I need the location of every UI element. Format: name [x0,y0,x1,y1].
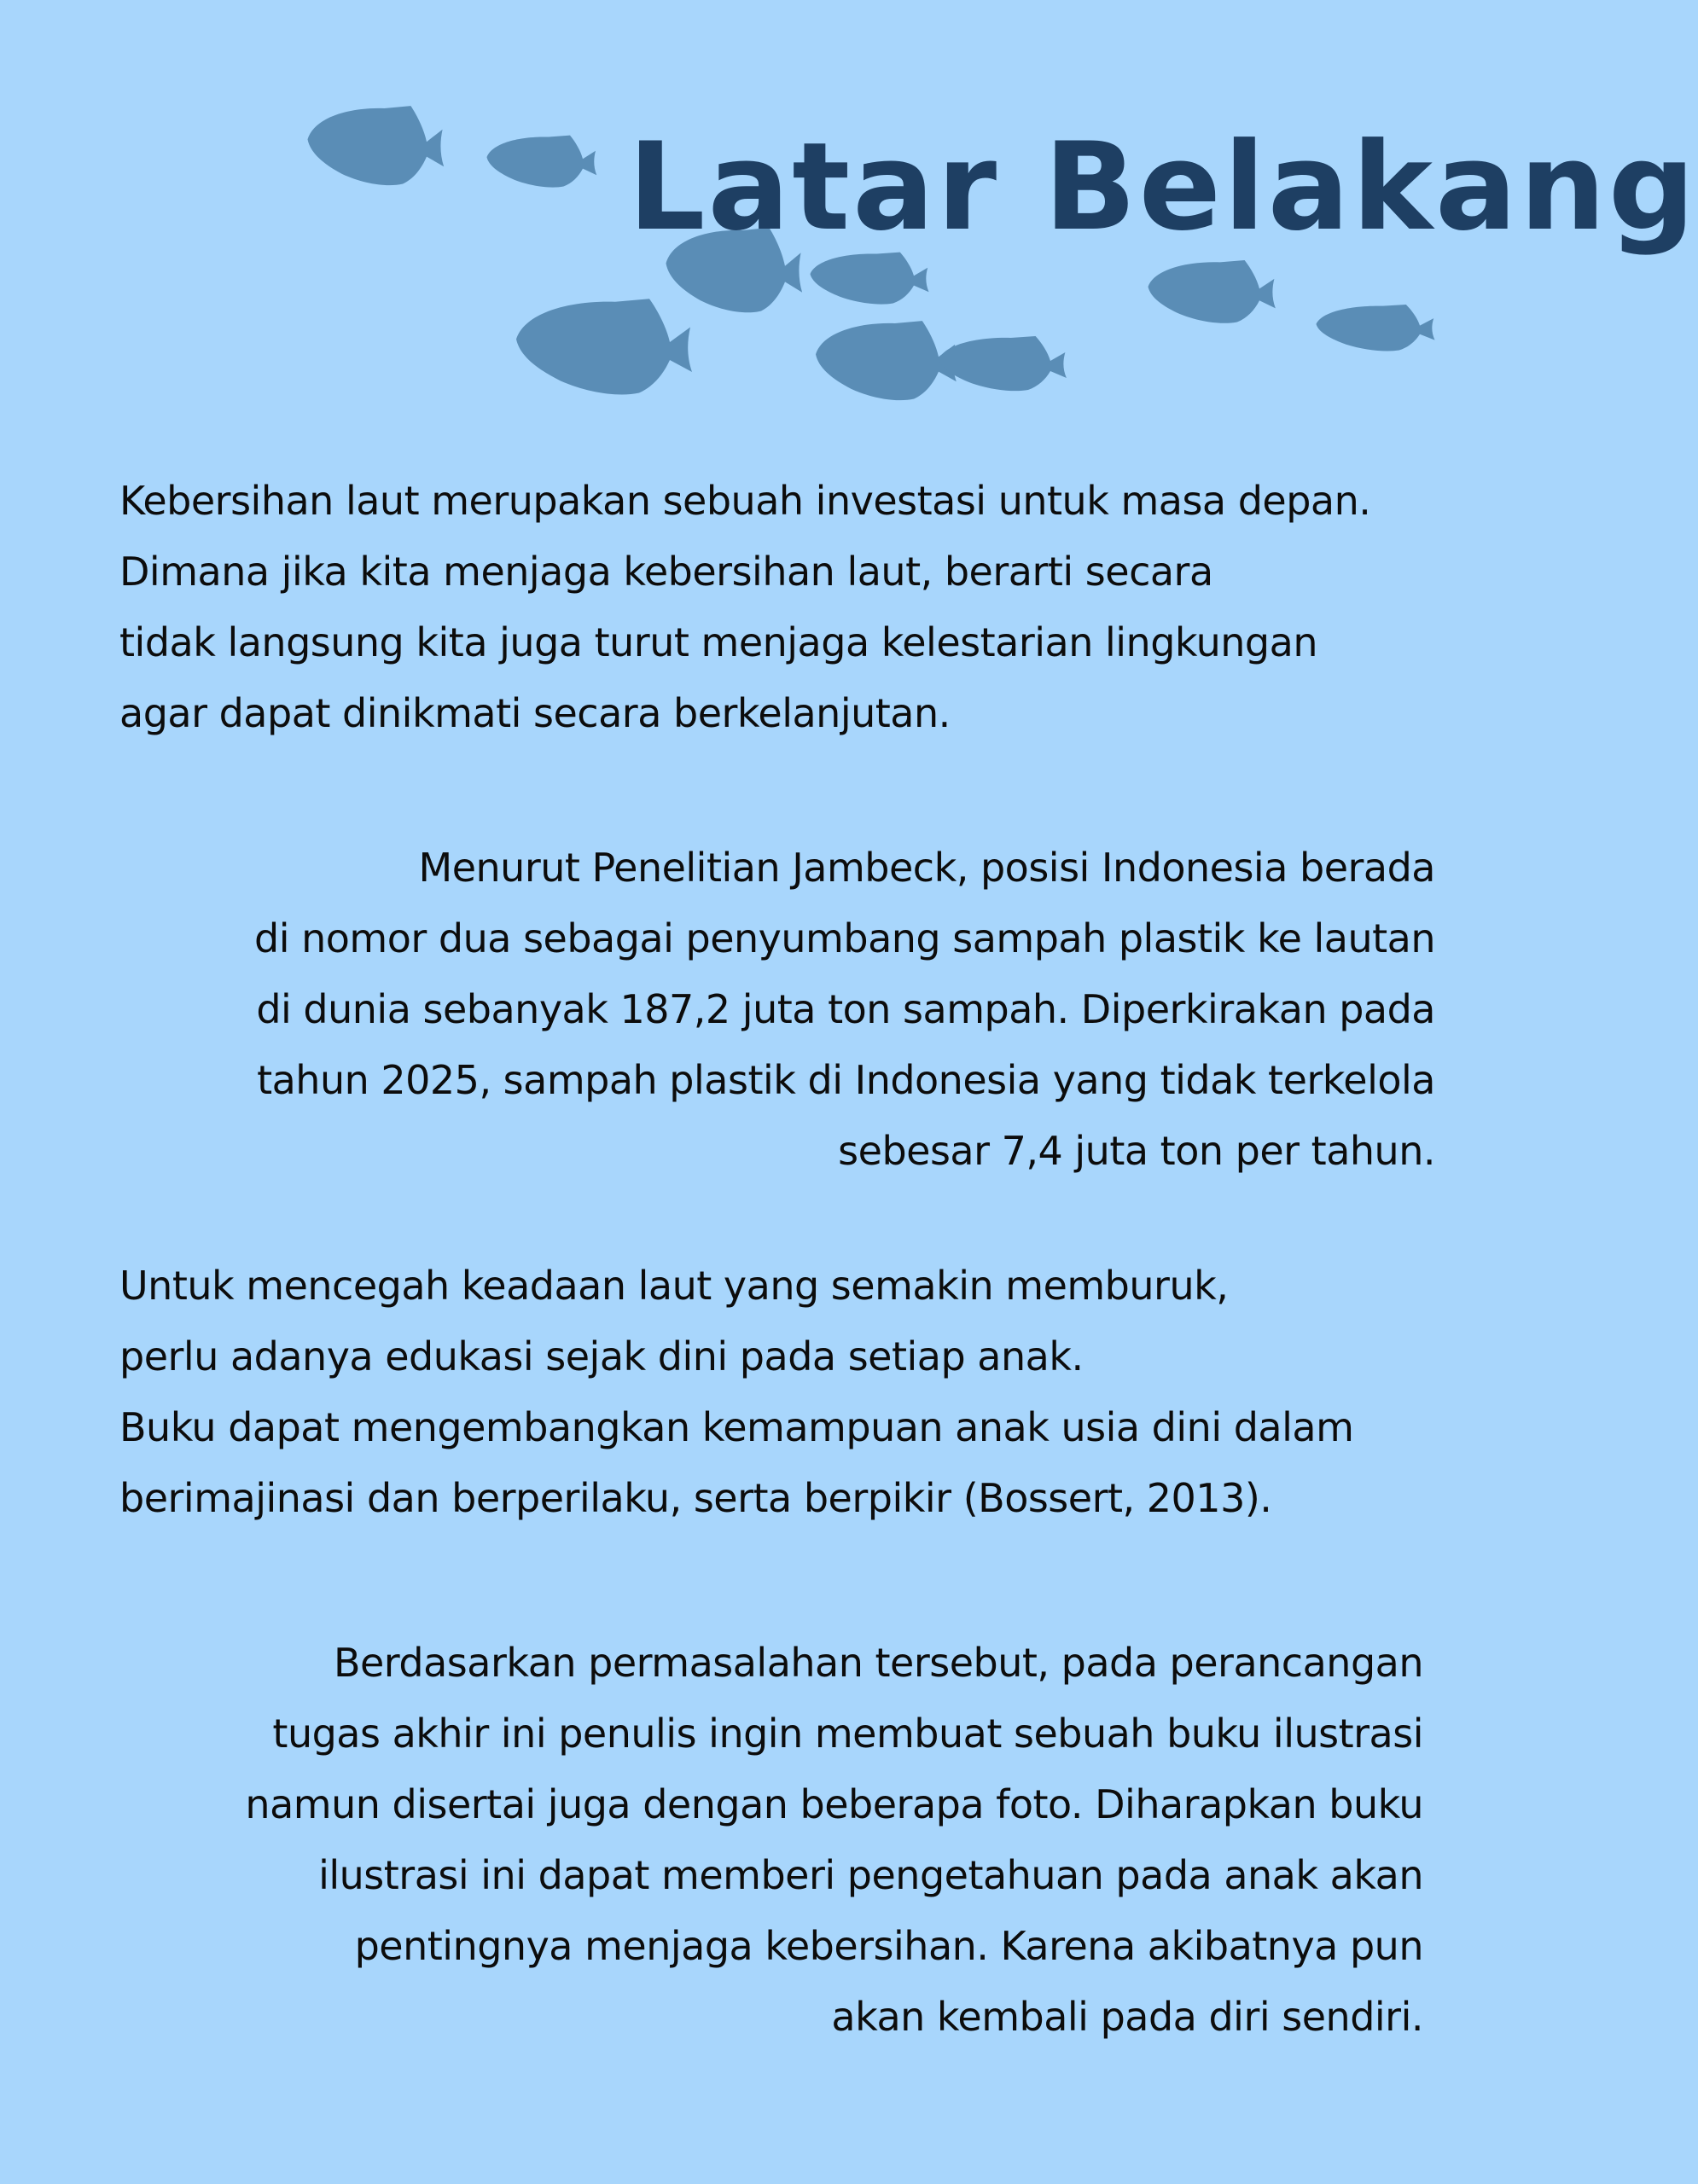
paragraph-line: tidak langsung kita juga turut menjaga kelestarian lingkungan [119,619,1317,665]
paragraph-line: ilustrasi ini dapat memberi pengetahuan pada anak akan [318,1852,1423,1898]
fish-6 [816,321,957,400]
paragraph-line: Buku dapat mengembangkan kemampuan anak usia dini dalam [119,1404,1354,1450]
fish-1 [308,106,445,185]
paragraph-line: Kebersihan laut merupakan sebuah investasi untuk masa depan. [119,478,1371,524]
paragraph-line: agar dapat dinikmati secara berkelanjutan. [119,690,951,736]
paragraph-line: di dunia sebanyak 187,2 juta ton sampah. Diperkirakan pada [256,986,1435,1032]
paragraph-line: sebesar 7,4 juta ton per tahun. [838,1128,1435,1174]
paragraph-line: Menurut Penelitian Jambeck, posisi Indonesia berada [418,845,1435,891]
paragraph-2 [119,833,1435,1187]
paragraph-3 [119,1251,1468,1534]
fish-8 [1148,260,1276,323]
paragraph-line: tahun 2025, sampah plastik di Indonesia yang tidak terkelola [257,1057,1435,1103]
paragraph-line: Dimana jika kita menjaga kebersihan laut, berarti secara [119,549,1213,595]
fish-5 [516,299,692,394]
paragraph-line: namun disertai juga dengan beberapa foto. Diharapkan buku [245,1781,1423,1827]
paragraph-line: tugas akhir ini penulis ingin membuat sebuah buku ilustrasi [272,1711,1423,1757]
page-title: Latar Belakang [628,117,1698,258]
paragraph-line: Untuk mencegah keadaan laut yang semakin memburuk, [119,1263,1229,1309]
paragraph-line: di nomor dua sebagai penyumbang sampah plastik ke lautan [254,915,1435,961]
fish-9 [1317,305,1435,351]
fish-4 [811,253,929,305]
paragraph-line: pentingnya menjaga kebersihan. Karena akibatnya pun [354,1923,1423,1969]
paragraph-line: akan kembali pada diri sendiri. [831,1994,1423,2040]
fish-2 [487,136,597,188]
paragraph-line: Berdasarkan permasalahan tersebut, pada perancangan [333,1640,1423,1686]
paragraph-line: perlu adanya edukasi sejak dini pada setiap anak. [119,1333,1084,1380]
paragraph-1 [119,466,1468,749]
paragraph-line: berimajinasi dan berperilaku, serta berpikir (Bossert, 2013). [119,1475,1272,1521]
fish-7 [939,336,1067,391]
paragraph-4 [119,1628,1423,2053]
